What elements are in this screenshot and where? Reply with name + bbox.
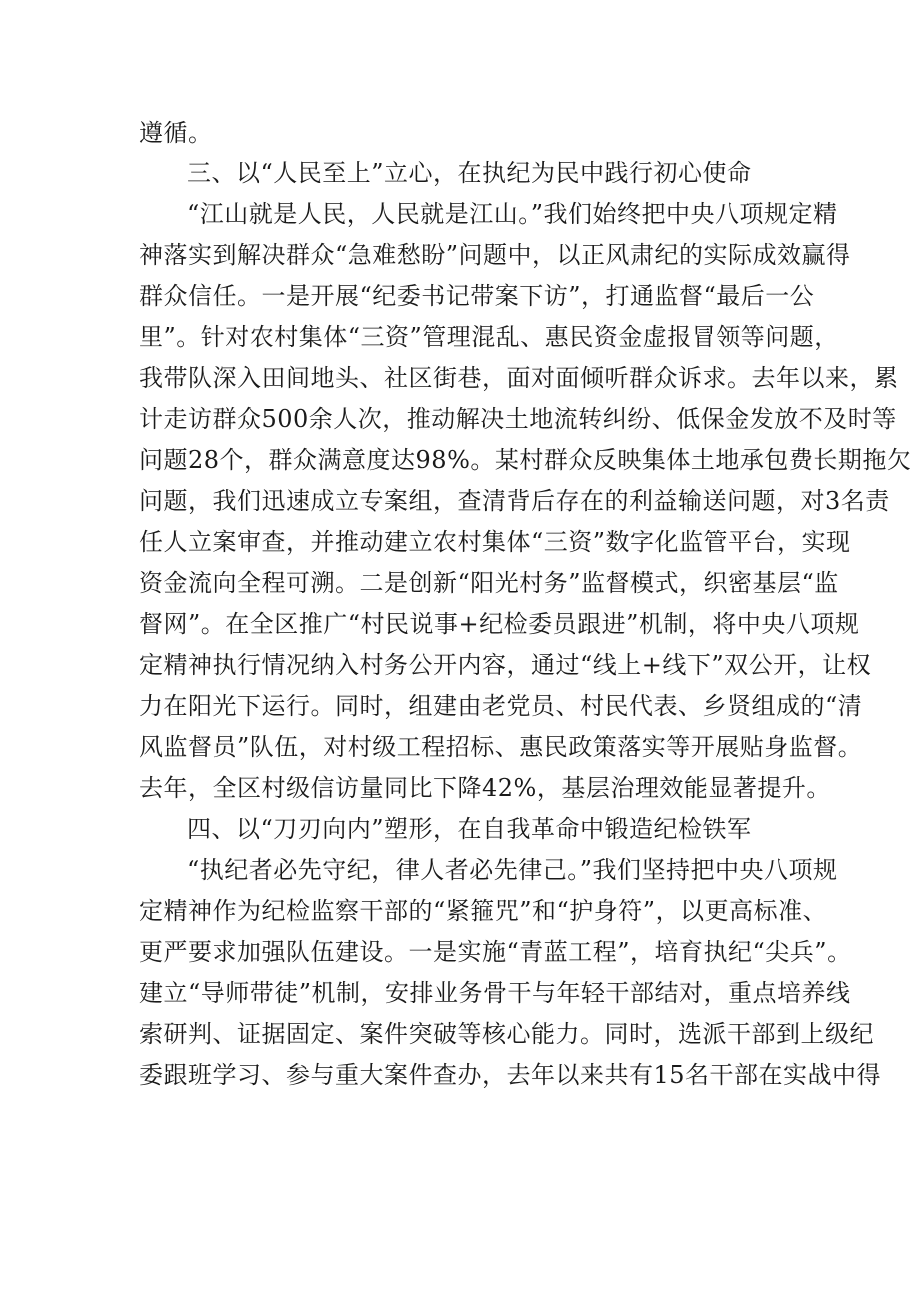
text-line: 问题，我们迅速成立专案组，查清背后存在的利益输送问题，对3名责 xyxy=(139,487,890,515)
text-line: 里”。针对农村集体“三资”管理混乱、惠民资金虚报冒领等问题， xyxy=(139,323,839,351)
text-line: 任人立案审查，并推动建立农村集体“三资”数字化监管平台，实现 xyxy=(139,528,851,556)
section-heading: 四、以“刀刃向内”塑形，在自我革命中锻造纪检铁军 xyxy=(187,815,752,843)
section-heading: 三、以“人民至上”立心，在执纪为民中践行初心使命 xyxy=(187,159,752,187)
text-line: 索研判、证据固定、案件突破等核心能力。同时，选派干部到上级纪 xyxy=(139,1020,874,1048)
text-line: 问题28个，群众满意度达98%。某村群众反映集体土地承包费长期拖欠 xyxy=(139,446,912,474)
text-line: “江山就是人民，人民就是江山。”我们始终把中央八项规定精 xyxy=(187,200,838,228)
text-line: 我带队深入田间地头、社区街巷，面对面倾听群众诉求。去年以来，累 xyxy=(139,364,899,392)
text-line: 风监督员”队伍，对村级工程招标、惠民政策落实等开展贴身监督。 xyxy=(139,733,863,761)
text-line: 遵循。 xyxy=(139,119,213,147)
text-line: 建立“导师带徒”机制，安排业务骨干与年轻干部结对，重点培养线 xyxy=(139,979,851,1007)
text-line: 定精神作为纪检监察干部的“紧箍咒”和“护身符”，以更高标准、 xyxy=(139,897,828,925)
text-line: 委跟班学习、参与重大案件查办，去年以来共有15名干部在实战中得 xyxy=(139,1061,882,1089)
text-line: 去年，全区村级信访量同比下降42%，基层治理效能显著提升。 xyxy=(139,774,831,802)
text-line: 资金流向全程可溯。二是创新“阳光村务”监督模式，织密基层“监 xyxy=(139,569,839,597)
text-line: 群众信任。一是开展“纪委书记带案下访”，打通监督“最后一公 xyxy=(139,282,815,310)
text-line: 更严要求加强队伍建设。一是实施“青蓝工程”，培育执纪“尖兵”。 xyxy=(139,938,852,966)
text-line: 定精神执行情况纳入村务公开内容，通过“线上+线下”双公开，让权 xyxy=(139,651,872,679)
text-line: 神落实到解决群众“急难愁盼”问题中，以正风肃纪的实际成效赢得 xyxy=(139,241,851,269)
text-line: “执纪者必先守纪，律人者必先律己。”我们坚持把中央八项规 xyxy=(187,856,838,884)
text-line: 督网”。在全区推广“村民说事+纪检委员跟进”机制，将中央八项规 xyxy=(139,610,860,638)
text-line: 力在阳光下运行。同时，组建由老党员、村民代表、乡贤组成的“清 xyxy=(139,692,863,720)
text-line: 计走访群众500余人次，推动解决土地流转纠纷、低保金发放不及时等 xyxy=(139,405,897,433)
